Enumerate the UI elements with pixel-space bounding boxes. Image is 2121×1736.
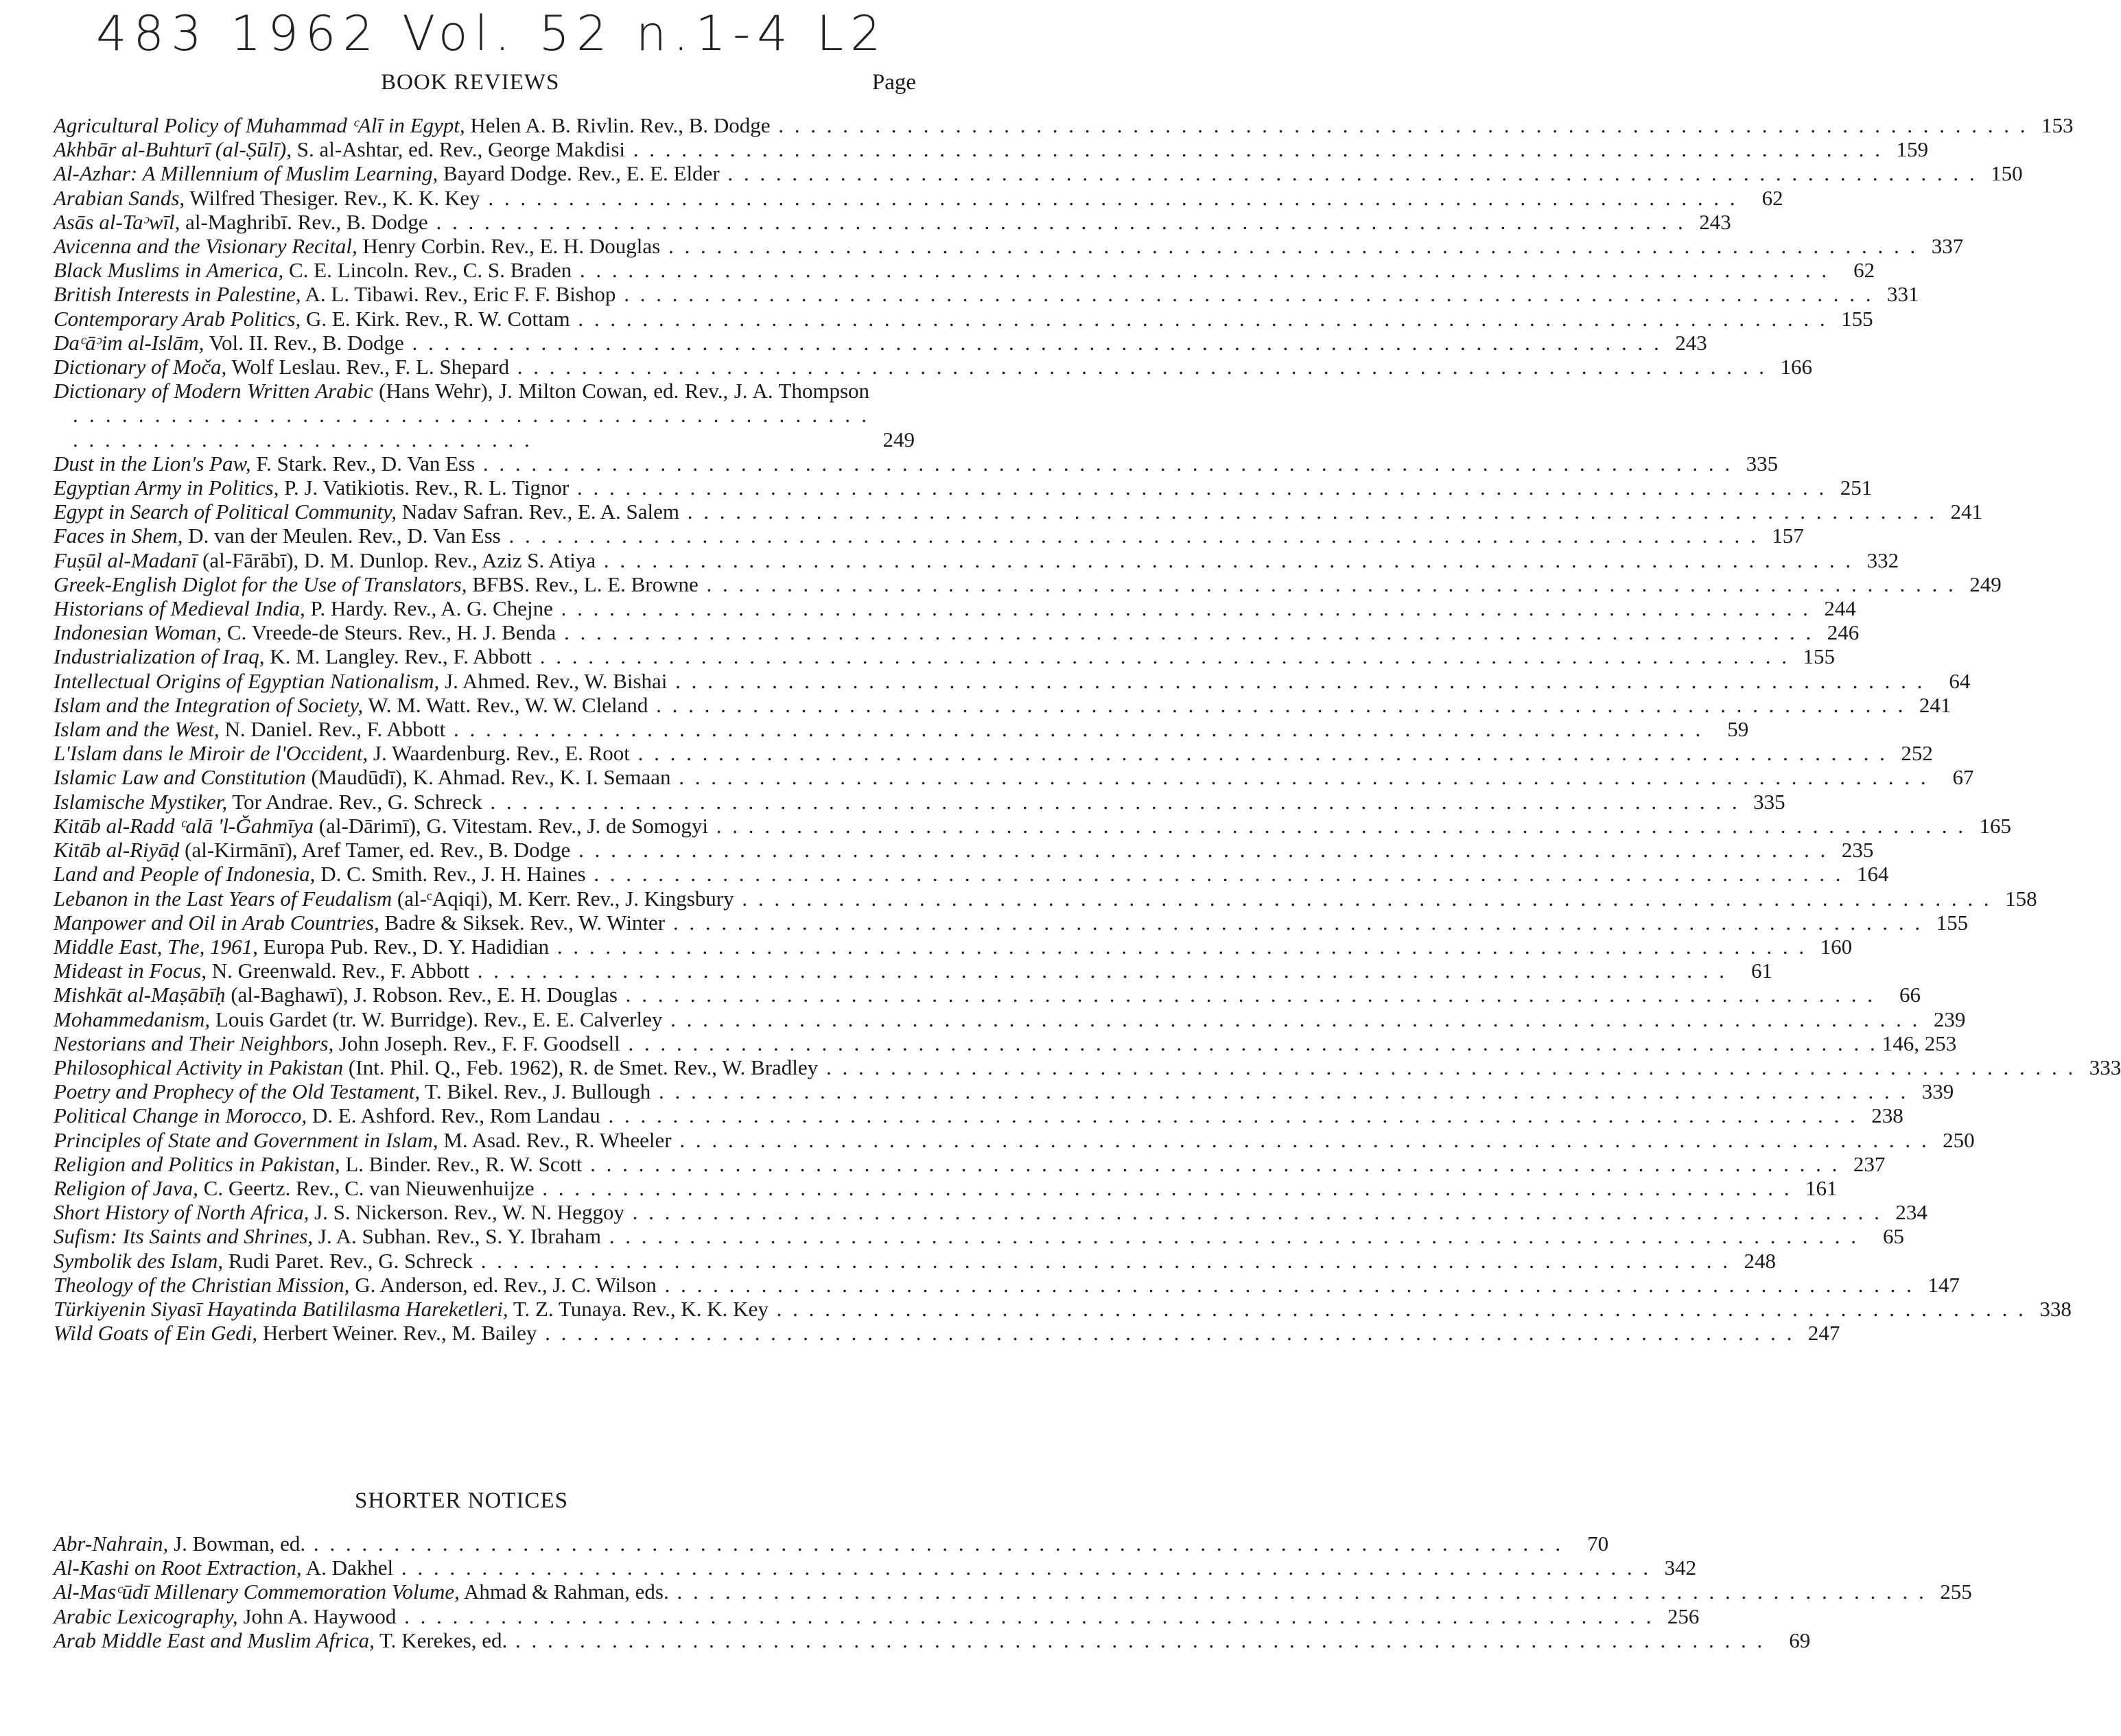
entry-author-reviewer: (Int. Phil. Q., Feb. 1962), R. de Smet. Rev., W. Bradley bbox=[343, 1055, 819, 1079]
list-item bbox=[54, 717, 1749, 742]
entry-title: British Interests in Palestine, bbox=[54, 282, 301, 307]
entry-citation bbox=[54, 1272, 1914, 1297]
entry-title: Asās al-Taᵓwīl, bbox=[54, 209, 180, 234]
entry-title: Egyptian Army in Politics, bbox=[54, 476, 279, 500]
entry-page-number: 64 bbox=[1949, 668, 1971, 693]
entry-title: Al-Azhar: A Millennium of Muslim Learning, bbox=[54, 161, 438, 186]
entry-title: Dictionary of Modern Written Arabic bbox=[54, 379, 373, 403]
entry-title: Principles of State and Government in Islam, bbox=[54, 1127, 438, 1152]
entry-citation bbox=[54, 330, 1662, 355]
entry-page-number: 62 bbox=[1853, 258, 1875, 283]
entry-title: Faces in Shem, bbox=[54, 524, 183, 548]
entry-author-reviewer: (Maudūdī), K. Ahmad. Rev., K. I. Semaan bbox=[305, 765, 671, 790]
shorter-notices-header bbox=[0, 1486, 992, 1520]
entry-citation bbox=[54, 838, 1828, 863]
entry-citation bbox=[54, 1200, 1882, 1225]
entry-citation bbox=[54, 1296, 2026, 1321]
list-item bbox=[54, 1079, 1954, 1104]
handwritten-shelf-annotation: 483 1962 Vol. 52 n.1-4 L2 bbox=[96, 5, 888, 62]
entry-title: Arabic Lexicography, bbox=[54, 1604, 238, 1628]
entry-citation bbox=[54, 113, 2028, 137]
list-item bbox=[54, 983, 1921, 1007]
entry-title: L'Islam dans le Miroir de l'Occident, bbox=[54, 741, 368, 766]
entry-page-number: 65 bbox=[1882, 1224, 1904, 1249]
entry-page-number: 241 bbox=[1919, 692, 1952, 717]
entry-citation bbox=[54, 983, 1875, 1007]
entry-page-number: 69 bbox=[1789, 1628, 1811, 1652]
entry-page-number: 70 bbox=[1587, 1532, 1609, 1556]
list-item bbox=[54, 838, 1874, 863]
entry-page-number: 237 bbox=[1853, 1151, 1886, 1176]
list-item bbox=[54, 161, 2023, 186]
book-reviews-list bbox=[54, 113, 2121, 1346]
entry-citation bbox=[54, 620, 1814, 645]
page-column-label: Page bbox=[871, 70, 916, 95]
entry-page-number: 250 bbox=[1943, 1127, 1975, 1152]
entry-page-number: 238 bbox=[1871, 1103, 1903, 1128]
entry-page-number: 246 bbox=[1827, 620, 1860, 645]
list-item bbox=[54, 789, 1785, 814]
list-item bbox=[54, 886, 2037, 911]
entry-page-number: 335 bbox=[1753, 789, 1785, 814]
entry-author-reviewer: (al-Dārimī), G. Vitestam. Rev., J. de Somogyi bbox=[314, 813, 708, 838]
list-item bbox=[54, 1604, 1700, 1628]
entry-citation bbox=[54, 1224, 1859, 1249]
entry-page-number: 164 bbox=[1857, 862, 1889, 887]
entry-page-number: 256 bbox=[1667, 1604, 1700, 1628]
entry-title: Fuṣūl al-Madanī bbox=[54, 548, 198, 572]
entry-citation bbox=[54, 959, 1727, 983]
entry-author-reviewer: (al-Kirmānī), Aref Tamer, ed. Rev., B. Dodge bbox=[179, 838, 571, 863]
entry-page-number: 235 bbox=[1841, 838, 1874, 863]
entry-author-reviewer: Henry Corbin. Rev., E. H. Douglas bbox=[357, 234, 661, 259]
entry-title: Al-Kashi on Root Extraction, bbox=[54, 1556, 302, 1580]
entry-citation bbox=[54, 644, 1790, 669]
entry-author-reviewer: P. Hardy. Rev., A. G. Chejne bbox=[305, 596, 553, 621]
entry-title: Agricultural Policy of Muhammad ᶜAlī in Egypt, bbox=[54, 113, 465, 137]
entry-author-reviewer: Europa Pub. Rev., D. Y. Hadidian bbox=[257, 934, 550, 959]
list-item bbox=[54, 741, 1933, 766]
list-item bbox=[54, 862, 1889, 887]
entry-title: Religion and Politics in Pakistan, bbox=[54, 1151, 340, 1176]
entry-citation bbox=[54, 1031, 1878, 1055]
entry-author-reviewer: C. Geertz. Rev., C. van Nieuwenhuijze bbox=[198, 1175, 535, 1200]
list-item bbox=[54, 258, 1875, 283]
entry-title: Land and People of Indonesia, bbox=[54, 862, 316, 887]
entry-title: Avicenna and the Visionary Recital, bbox=[54, 234, 358, 259]
entry-page-number: 338 bbox=[2039, 1296, 2072, 1321]
entry-title: Middle East, The, bbox=[54, 934, 205, 959]
list-item bbox=[54, 476, 1873, 500]
list-item bbox=[54, 1127, 1975, 1152]
entry-page-number: 155 bbox=[1803, 644, 1836, 669]
entry-citation bbox=[54, 862, 1844, 887]
entry-citation bbox=[54, 137, 1883, 162]
entry-citation bbox=[54, 1007, 1920, 1031]
entry-page-number: 61 bbox=[1750, 959, 1772, 983]
entry-page-number: 59 bbox=[1727, 717, 1749, 742]
entry-citation bbox=[54, 765, 1929, 790]
entry-title: Religion of Java, bbox=[54, 1175, 198, 1200]
entry-title: Islam and the Integration of Society, bbox=[54, 692, 364, 717]
entry-citation bbox=[54, 379, 870, 451]
entry-page-number: 66 bbox=[1899, 983, 1921, 1007]
entry-author-reviewer: Wolf Leslau. Rev., F. L. Shepard bbox=[226, 355, 509, 379]
entry-author-reviewer: Bayard Dodge. Rev., E. E. Elder bbox=[438, 161, 720, 186]
entry-author-reviewer: Wilfred Thesiger. Rev., K. K. Key bbox=[185, 185, 480, 210]
entry-author-reviewer: M. Asad. Rev., R. Wheeler bbox=[438, 1127, 672, 1152]
entry-page-number: 158 bbox=[2005, 886, 2037, 911]
entry-citation bbox=[54, 1604, 1654, 1628]
entry-page-number: 252 bbox=[1901, 741, 1933, 766]
entry-author-reviewer: F. Stark. Rev., D. Van Ess bbox=[250, 451, 476, 476]
entry-citation bbox=[54, 934, 1807, 959]
entry-author-reviewer: N. Greenwald. Rev., F. Abbott bbox=[207, 959, 469, 983]
list-item bbox=[54, 1103, 1903, 1128]
entry-author-reviewer: C. Vreede-de Steurs. Rev., H. J. Benda bbox=[222, 620, 556, 645]
entry-page-number: 339 bbox=[1921, 1079, 1954, 1104]
list-item bbox=[54, 282, 1919, 307]
entry-title: Türkiyenin Siyasī Hayatinda Batililasma Hareketleri, bbox=[54, 1296, 508, 1321]
list-item bbox=[54, 500, 1983, 524]
list-item bbox=[54, 1007, 1966, 1031]
entry-author-reviewer: Badre & Siksek. Rev., W. Winter bbox=[379, 910, 666, 935]
entry-title: Dictionary of Moča, bbox=[54, 355, 227, 379]
entry-title: Black Muslims in America, bbox=[54, 258, 284, 283]
entry-title: Theology of the Christian Mission, bbox=[54, 1272, 350, 1297]
entry-author-reviewer: G. E. Kirk. Rev., R. W. Cottam bbox=[301, 306, 570, 331]
entry-page-number: 243 bbox=[1699, 209, 1731, 234]
entry-page-number: 335 bbox=[1746, 451, 1779, 476]
entry-title: Short History of North Africa, bbox=[54, 1200, 309, 1225]
list-item bbox=[54, 1628, 1811, 1652]
entry-citation bbox=[54, 1580, 1927, 1604]
list-item bbox=[54, 620, 1860, 645]
book-reviews-heading: BOOK REVIEWS bbox=[381, 70, 560, 95]
entry-title: Egypt in Search of Political Community, bbox=[54, 500, 397, 524]
list-item bbox=[54, 306, 1873, 331]
entry-title: Arabian Sands, bbox=[54, 185, 185, 210]
entry-citation bbox=[54, 1248, 1731, 1273]
entry-page-number: 239 bbox=[1933, 1007, 1966, 1031]
entry-title: Islamische Mystiker, bbox=[54, 789, 228, 814]
entry-title: Historians of Medieval India, bbox=[54, 596, 305, 621]
entry-citation bbox=[54, 1321, 1794, 1346]
entry-title: Poetry and Prophecy of the Old Testament, bbox=[54, 1079, 421, 1104]
book-reviews-header bbox=[0, 67, 992, 102]
entry-author-reviewer: T. Kerekes, ed. bbox=[374, 1628, 508, 1652]
entry-author-reviewer: T. Z. Tunaya. Rev., K. K. Key bbox=[508, 1296, 769, 1321]
entry-author-reviewer: C. E. Lincoln. Rev., C. S. Braden bbox=[283, 258, 572, 283]
entry-citation bbox=[54, 451, 1733, 476]
entry-page-number: 62 bbox=[1761, 185, 1783, 210]
entry-author-reviewer: J. A. Subhan. Rev., S. Y. Ibraham bbox=[313, 1224, 601, 1249]
entry-title: Mishkāt al-Maṣābīḥ bbox=[54, 983, 226, 1007]
entry-citation bbox=[54, 161, 1978, 186]
entry-author-reviewer: K. M. Langley. Rev., F. Abbott bbox=[264, 644, 532, 669]
list-item bbox=[54, 355, 1812, 379]
entry-title: Akhbār al-Buhturī (al-Ṣūlī), bbox=[54, 137, 292, 162]
list-item bbox=[54, 113, 2074, 137]
entry-title: Lebanon in the Last Years of Feudalism bbox=[54, 886, 392, 911]
entry-author-reviewer: D. C. Smith. Rev., J. H. Haines bbox=[315, 862, 586, 887]
entry-page-number: 161 bbox=[1805, 1175, 1838, 1200]
entry-author-reviewer: Ahmad & Rahman, eds. bbox=[459, 1580, 669, 1604]
entry-citation bbox=[54, 1556, 1651, 1580]
list-item bbox=[54, 451, 1779, 476]
entry-title: Indonesian Woman, bbox=[54, 620, 222, 645]
entry-page-number: 146, 253 bbox=[1882, 1031, 1957, 1055]
entry-page-number: 243 bbox=[1675, 330, 1707, 355]
entry-citation bbox=[54, 282, 1873, 307]
entry-citation bbox=[54, 258, 1829, 283]
entry-citation bbox=[54, 524, 1759, 548]
entry-citation bbox=[54, 1532, 1563, 1556]
entry-citation bbox=[54, 1055, 2076, 1079]
list-item bbox=[54, 1248, 1776, 1273]
entry-title: Industrialization of Iraq, bbox=[54, 644, 265, 669]
entry-page-number: 147 bbox=[1927, 1272, 1960, 1297]
entry-author-reviewer: P. J. Vatikiotis. Rev., R. L. Tignor bbox=[279, 476, 570, 500]
entry-title: Mideast in Focus, bbox=[54, 959, 207, 983]
list-item bbox=[54, 137, 1929, 162]
list-item bbox=[54, 548, 1899, 572]
entry-author-reviewer: Louis Gardet (tr. W. Burridge). Rev., E. E. Calverley bbox=[210, 1007, 663, 1031]
entry-page-number: 155 bbox=[1841, 306, 1873, 331]
entry-page-number: 342 bbox=[1664, 1556, 1697, 1580]
entry-citation bbox=[54, 596, 1811, 621]
list-item bbox=[54, 1580, 1972, 1604]
entry-title: Abr-Nahrain, bbox=[54, 1532, 169, 1556]
entry-citation bbox=[54, 306, 1828, 331]
entry-citation bbox=[54, 692, 1906, 717]
entry-citation bbox=[54, 209, 1686, 234]
entry-citation bbox=[54, 741, 1888, 766]
entry-title: Islam and the West, bbox=[54, 717, 220, 742]
entry-citation bbox=[54, 668, 1925, 693]
entry-citation bbox=[54, 910, 1923, 935]
list-item bbox=[54, 1200, 1927, 1225]
entry-citation bbox=[54, 572, 1956, 596]
entry-author-reviewer: (al-ᶜAqiqi), M. Kerr. Rev., J. Kingsbury bbox=[392, 886, 734, 911]
entry-author-reviewer: A. Dakhel bbox=[301, 1556, 394, 1580]
entry-citation bbox=[54, 886, 1992, 911]
entry-page-number: 157 bbox=[1772, 524, 1804, 548]
list-item bbox=[54, 1532, 1609, 1556]
entry-page-number: 251 bbox=[1840, 476, 1873, 500]
entry-title: Symbolik des Islam, bbox=[54, 1248, 224, 1273]
entry-author-reviewer: G. Anderson, ed. Rev., J. C. Wilson bbox=[349, 1272, 657, 1297]
entry-page-number: 166 bbox=[1780, 355, 1812, 379]
entry-title: Philosophical Activity in Pakistan bbox=[54, 1055, 344, 1079]
list-item bbox=[54, 813, 2011, 838]
entry-page-number: 244 bbox=[1824, 596, 1856, 621]
entry-title: Intellectual Origins of Egyptian Nationalism, bbox=[54, 668, 440, 693]
entry-author-reviewer: S. al-Ashtar, ed. Rev., George Makdisi bbox=[291, 137, 626, 162]
entry-title-year: 1961, bbox=[204, 934, 258, 959]
entry-title: Greek-English Diglot for the Use of Translators, bbox=[54, 572, 467, 596]
entry-author-reviewer: J. S. Nickerson. Rev., W. N. Heggoy bbox=[309, 1200, 624, 1225]
entry-title: Sufism: Its Saints and Shrines, bbox=[54, 1224, 314, 1249]
list-item bbox=[54, 596, 1856, 621]
entry-page-number: 165 bbox=[1979, 813, 2011, 838]
entry-citation bbox=[54, 500, 1937, 524]
list-item bbox=[54, 1556, 1697, 1580]
entry-citation bbox=[54, 813, 1966, 838]
entry-page-number: 155 bbox=[1936, 910, 1969, 935]
entry-author-reviewer: W. M. Watt. Rev., W. W. Cleland bbox=[363, 692, 648, 717]
entry-page-number: 337 bbox=[1931, 234, 1964, 259]
list-item bbox=[54, 1175, 1838, 1200]
entry-citation bbox=[54, 1628, 1765, 1652]
entry-citation bbox=[54, 1079, 1908, 1104]
entry-title: Kitāb al-Riyāḍ bbox=[54, 838, 180, 863]
entry-author-reviewer: D. E. Ashford. Rev., Rom Landau bbox=[307, 1103, 600, 1128]
entry-title: Manpower and Oil in Arab Countries, bbox=[54, 910, 379, 935]
entry-title: Contemporary Arab Politics, bbox=[54, 306, 301, 331]
list-item bbox=[54, 234, 1964, 259]
entry-page-number: 247 bbox=[1807, 1321, 1840, 1346]
entry-author-reviewer: (al-Baghawī), J. Robson. Rev., E. H. Douglas bbox=[225, 983, 618, 1007]
entry-title: Islamic Law and Constitution bbox=[54, 765, 306, 790]
list-item bbox=[54, 572, 2002, 596]
list-item bbox=[54, 959, 1772, 983]
entry-title: Al-Masᶜūdī Millenary Commemoration Volume, bbox=[54, 1580, 460, 1604]
entry-title: Political Change in Morocco, bbox=[54, 1103, 307, 1128]
entry-author-reviewer: T. Bikel. Rev., J. Bullough bbox=[420, 1079, 651, 1104]
list-item bbox=[54, 330, 1707, 355]
entry-citation bbox=[54, 1175, 1792, 1200]
entry-citation bbox=[54, 789, 1740, 814]
entry-page-number: 67 bbox=[1952, 765, 1974, 790]
entry-title: Nestorians and Their Neighbors, bbox=[54, 1031, 334, 1055]
shorter-notices-list bbox=[54, 1532, 1972, 1652]
entry-page-number: 153 bbox=[2041, 113, 2074, 137]
list-item bbox=[54, 1151, 1886, 1176]
entry-citation bbox=[54, 1127, 1930, 1152]
entry-page-number: 234 bbox=[1895, 1200, 1927, 1225]
list-item bbox=[54, 910, 1969, 935]
entry-title: Wild Goats of Ein Gedi, bbox=[54, 1321, 258, 1346]
list-item bbox=[54, 1272, 1960, 1297]
list-item bbox=[54, 524, 1804, 548]
entry-title: Arab Middle East and Muslim Africa, bbox=[54, 1628, 375, 1652]
entry-author-reviewer: N. Daniel. Rev., F. Abbott bbox=[219, 717, 446, 742]
list-item bbox=[54, 1031, 1957, 1055]
entry-page-number: 248 bbox=[1744, 1248, 1776, 1273]
list-item bbox=[54, 209, 1731, 234]
entry-title: Dust in the Lion's Paw, bbox=[54, 451, 251, 476]
entry-author-reviewer: J. Bowman, ed. bbox=[168, 1532, 306, 1556]
entry-author-reviewer: L. Binder. Rev., R. W. Scott bbox=[340, 1151, 583, 1176]
entry-author-reviewer: John A. Haywood bbox=[237, 1604, 397, 1628]
entry-citation bbox=[54, 548, 1853, 572]
list-item bbox=[54, 765, 1974, 790]
entry-author-reviewer: Nadav Safran. Rev., E. A. Salem bbox=[396, 500, 680, 524]
list-item bbox=[54, 1296, 2072, 1321]
entry-citation bbox=[54, 185, 1738, 210]
entry-citation bbox=[54, 476, 1827, 500]
entry-page-number: 159 bbox=[1896, 137, 1929, 162]
entry-author-reviewer: Tor Andrae. Rev., G. Schreck bbox=[227, 789, 482, 814]
entry-author-reviewer: (al-Fārābī), D. M. Dunlop. Rev., Aziz S. Atiya bbox=[197, 548, 596, 572]
entry-author-reviewer: Vol. II. Rev., B. Dodge bbox=[204, 330, 404, 355]
entry-page-number: 249 bbox=[1969, 572, 2002, 596]
entry-page-number: 249 bbox=[882, 427, 915, 451]
entry-author-reviewer: Rudi Paret. Rev., G. Schreck bbox=[223, 1248, 473, 1273]
entry-author-reviewer: D. van der Meulen. Rev., D. Van Ess bbox=[183, 524, 501, 548]
list-item bbox=[54, 1224, 1904, 1249]
shorter-notices-heading: SHORTER NOTICES bbox=[355, 1488, 568, 1513]
list-item bbox=[54, 668, 1971, 693]
list-item bbox=[54, 379, 915, 451]
entry-citation bbox=[54, 355, 1767, 379]
entry-citation bbox=[54, 234, 1918, 259]
entry-page-number: 255 bbox=[1940, 1580, 1972, 1604]
entry-author-reviewer: Herbert Weiner. Rev., M. Bailey bbox=[257, 1321, 537, 1346]
list-item bbox=[54, 1055, 2121, 1079]
entry-page-number: 241 bbox=[1950, 500, 1983, 524]
entry-title: Daᶜāᵓim al-Islām, bbox=[54, 330, 204, 355]
entry-author-reviewer: (Hans Wehr), J. Milton Cowan, ed. Rev., J. A. Thompson bbox=[373, 379, 870, 403]
entry-author-reviewer: BFBS. Rev., L. E. Browne bbox=[467, 572, 699, 596]
entry-citation bbox=[54, 1103, 1858, 1128]
entry-author-reviewer: John Joseph. Rev., F. F. Goodsell bbox=[333, 1031, 620, 1055]
entry-page-number: 333 bbox=[2089, 1055, 2121, 1079]
entry-citation bbox=[54, 717, 1703, 742]
list-item bbox=[54, 692, 1952, 717]
list-item bbox=[54, 934, 1853, 959]
entry-author-reviewer: J. Waardenburg. Rev., E. Root bbox=[368, 741, 630, 766]
entry-author-reviewer: al-Maghribī. Rev., B. Dodge bbox=[180, 209, 428, 234]
entry-page-number: 332 bbox=[1866, 548, 1899, 572]
entry-title: Kitāb al-Radd ᶜalā 'l-Ğahmīya bbox=[54, 813, 314, 838]
entry-page-number: 160 bbox=[1820, 934, 1853, 959]
list-item bbox=[54, 644, 1836, 669]
list-item bbox=[54, 185, 1783, 210]
entry-page-number: 331 bbox=[1886, 282, 1919, 307]
entry-author-reviewer: Helen A. B. Rivlin. Rev., B. Dodge bbox=[465, 113, 771, 137]
entry-page-number: 150 bbox=[1991, 161, 2023, 186]
entry-author-reviewer: A. L. Tibawi. Rev., Eric F. F. Bishop bbox=[301, 282, 616, 307]
entry-author-reviewer: J. Ahmed. Rev., W. Bishai bbox=[439, 668, 668, 693]
entry-citation bbox=[54, 1151, 1840, 1176]
entry-title: Mohammedanism, bbox=[54, 1007, 211, 1031]
list-item bbox=[54, 1321, 1840, 1346]
